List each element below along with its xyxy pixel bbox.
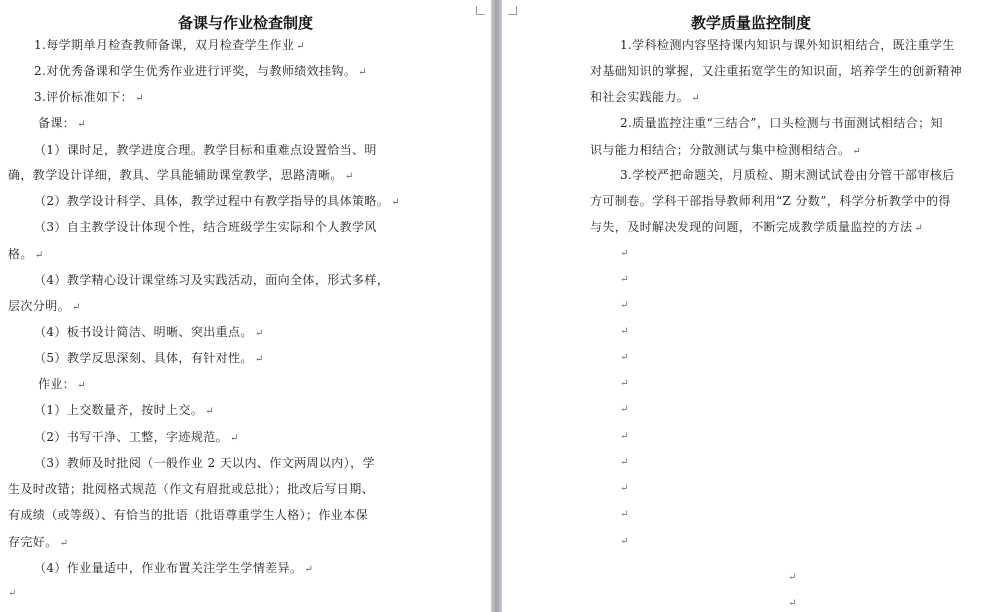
paragraph-mark-icon: ↵ (344, 171, 354, 182)
text-line (34, 63, 367, 81)
text-span: 识与能力相结合；分散测试与集中检测相结合。 (590, 143, 851, 157)
paragraph-mark-icon: ↵ (788, 572, 797, 583)
text-span: 生及时改错；批阅格式规范（作文有眉批或总批）；批改后写日期、 (8, 482, 375, 496)
text-span: 存完好。 (8, 535, 58, 549)
text-line (8, 246, 44, 264)
text-span: 作业： (38, 377, 76, 391)
paragraph-mark-icon: ↵ (77, 119, 86, 130)
text-line (34, 37, 305, 55)
text-line (590, 142, 861, 160)
text-span: 对基础知识的掌握，又注重拓宽学生的知识面，培养学生的创新精神 (590, 64, 963, 78)
paragraph-mark-icon: ↵ (620, 300, 629, 311)
text-span: 与失，及时解决发现的问题，不断完成教学质量监控的方法 (590, 220, 913, 234)
text-span: 3.学校严把命题关，月质检、期末测试试卷由分管干部审核后 (620, 168, 955, 182)
text-line (38, 115, 86, 133)
paragraph-mark-icon: ↵ (391, 197, 401, 208)
text-line (34, 219, 377, 235)
page-title: 教学质量监控制度 (690, 14, 811, 32)
paragraph-mark-icon: ↵ (620, 483, 629, 494)
paragraph-mark-icon: ↵ (230, 433, 239, 444)
paragraph-mark-icon: ↵ (358, 67, 368, 78)
text-span: 2.质量监控注重“三结合”，口头检测与书面测试相结合；知 (620, 116, 943, 130)
paragraph-mark-icon: ↵ (254, 354, 264, 365)
text-line (34, 455, 375, 471)
text-span: 2.对优秀备课和学生优秀作业进行评奖，与教师绩效挂钩。 (34, 64, 357, 78)
paragraph-mark-icon: ↵ (620, 248, 629, 259)
paragraph-mark-icon: ↵ (304, 564, 314, 575)
text-span: 1.每学期单月检查教师备课，双月检查学生作业 (34, 38, 295, 52)
paragraph-mark-icon: ↵ (72, 302, 81, 313)
text-line (34, 89, 144, 107)
text-span: （1）课时足，教学进度合理。教学目标和重难点设置恰当、明 (34, 143, 377, 157)
text-span: 1.学科检测内容坚持课内知识与课外知识相结合，既注重学生 (620, 38, 955, 52)
paragraph-mark-icon: ↵ (620, 509, 629, 520)
paragraph-mark-icon: ↵ (77, 380, 86, 391)
text-line (8, 167, 354, 185)
text-span: （4）作业量适中，作业布置关注学生学情差异。 (34, 561, 303, 575)
text-span: 有成绩（或等级）、有恰当的批语（批语尊重学生人格）；作业本保 (8, 508, 369, 522)
paragraph-mark-icon: ↵ (691, 93, 700, 104)
text-span: （1）上交数量齐，按时上交。 (34, 403, 204, 417)
text-span: 方可制卷。学科干部指导教师利用“Z 分数”，科学分析教学中的得 (590, 194, 951, 208)
text-span: 和社会实践能力。 (590, 90, 690, 104)
paragraph-mark-icon: ↵ (620, 326, 629, 337)
text-span: 格。 (8, 247, 33, 261)
paragraph-mark-icon: ↵ (59, 538, 69, 549)
paragraph-mark-icon: ↵ (620, 431, 629, 442)
text-span: （4）教学精心设计课堂练习及实践活动，面向全体，形式多样， (34, 273, 390, 287)
document-page-left[interactable] (0, 0, 491, 612)
text-line (590, 193, 951, 209)
paragraph-mark-icon: ↵ (852, 146, 862, 157)
text-line (8, 534, 68, 552)
text-line (34, 429, 239, 447)
text-line (34, 142, 377, 158)
text-line (590, 63, 962, 79)
text-span: 备课： (38, 116, 76, 130)
text-span: （4）板书设计简洁、明晰、突出重点。 (34, 325, 253, 339)
text-span: （2）书写干净、工整，字迹规范。 (34, 430, 229, 444)
text-line (34, 402, 214, 420)
paragraph-mark-icon: ↵ (620, 274, 629, 285)
text-line (38, 376, 86, 394)
paragraph-mark-icon: ↵ (205, 406, 215, 417)
paragraph-mark-icon: ↵ (34, 250, 44, 261)
text-line (8, 507, 368, 523)
document-page-right[interactable] (502, 0, 1000, 612)
text-span: （3）自主教学设计体现个性，结合班级学生实际和个人教学风 (34, 220, 377, 234)
text-line (8, 481, 374, 497)
paragraph-mark-icon: ↵ (135, 93, 144, 104)
text-span: 层次分明。 (8, 299, 71, 313)
text-line (34, 560, 313, 578)
text-span: 3.评价标准如下： (34, 90, 134, 104)
paragraph-mark-icon: ↵ (620, 536, 629, 547)
text-line (34, 193, 400, 211)
text-span: 确，教学设计详细，教具、学具能辅助课堂教学，思路清晰。 (8, 168, 343, 182)
text-line (620, 115, 943, 131)
text-line (34, 272, 389, 288)
text-span: （2）教学设计科学、具体，教学过程中有教学指导的具体策略。 (34, 194, 390, 208)
paragraph-mark-icon: ↵ (620, 457, 629, 468)
paragraph-mark-icon: ↵ (296, 41, 306, 52)
paragraph-mark-icon: ↵ (914, 223, 924, 234)
text-line (34, 350, 264, 368)
text-line (34, 324, 264, 342)
text-span: （5）教学反思深刻、具体，有针对性。 (34, 351, 253, 365)
text-span: （3）教师及时批阅（一般作业 2 天以内、作文两周以内），学 (34, 456, 375, 470)
text-line (590, 89, 700, 107)
text-line (620, 167, 955, 183)
page-title: 备课与作业检查制度 (177, 14, 313, 32)
paragraph-mark-icon: ↵ (254, 328, 264, 339)
page-gap-divider (491, 0, 502, 612)
paragraph-mark-icon: ↵ (8, 588, 17, 599)
paragraph-mark-icon: ↵ (620, 404, 629, 415)
text-line (590, 219, 923, 237)
paragraph-mark-icon: ↵ (620, 378, 629, 389)
paragraph-mark-icon: ↵ (620, 352, 629, 363)
text-line (620, 37, 955, 53)
paragraph-mark-icon: ↵ (788, 598, 797, 609)
text-line (8, 298, 81, 316)
